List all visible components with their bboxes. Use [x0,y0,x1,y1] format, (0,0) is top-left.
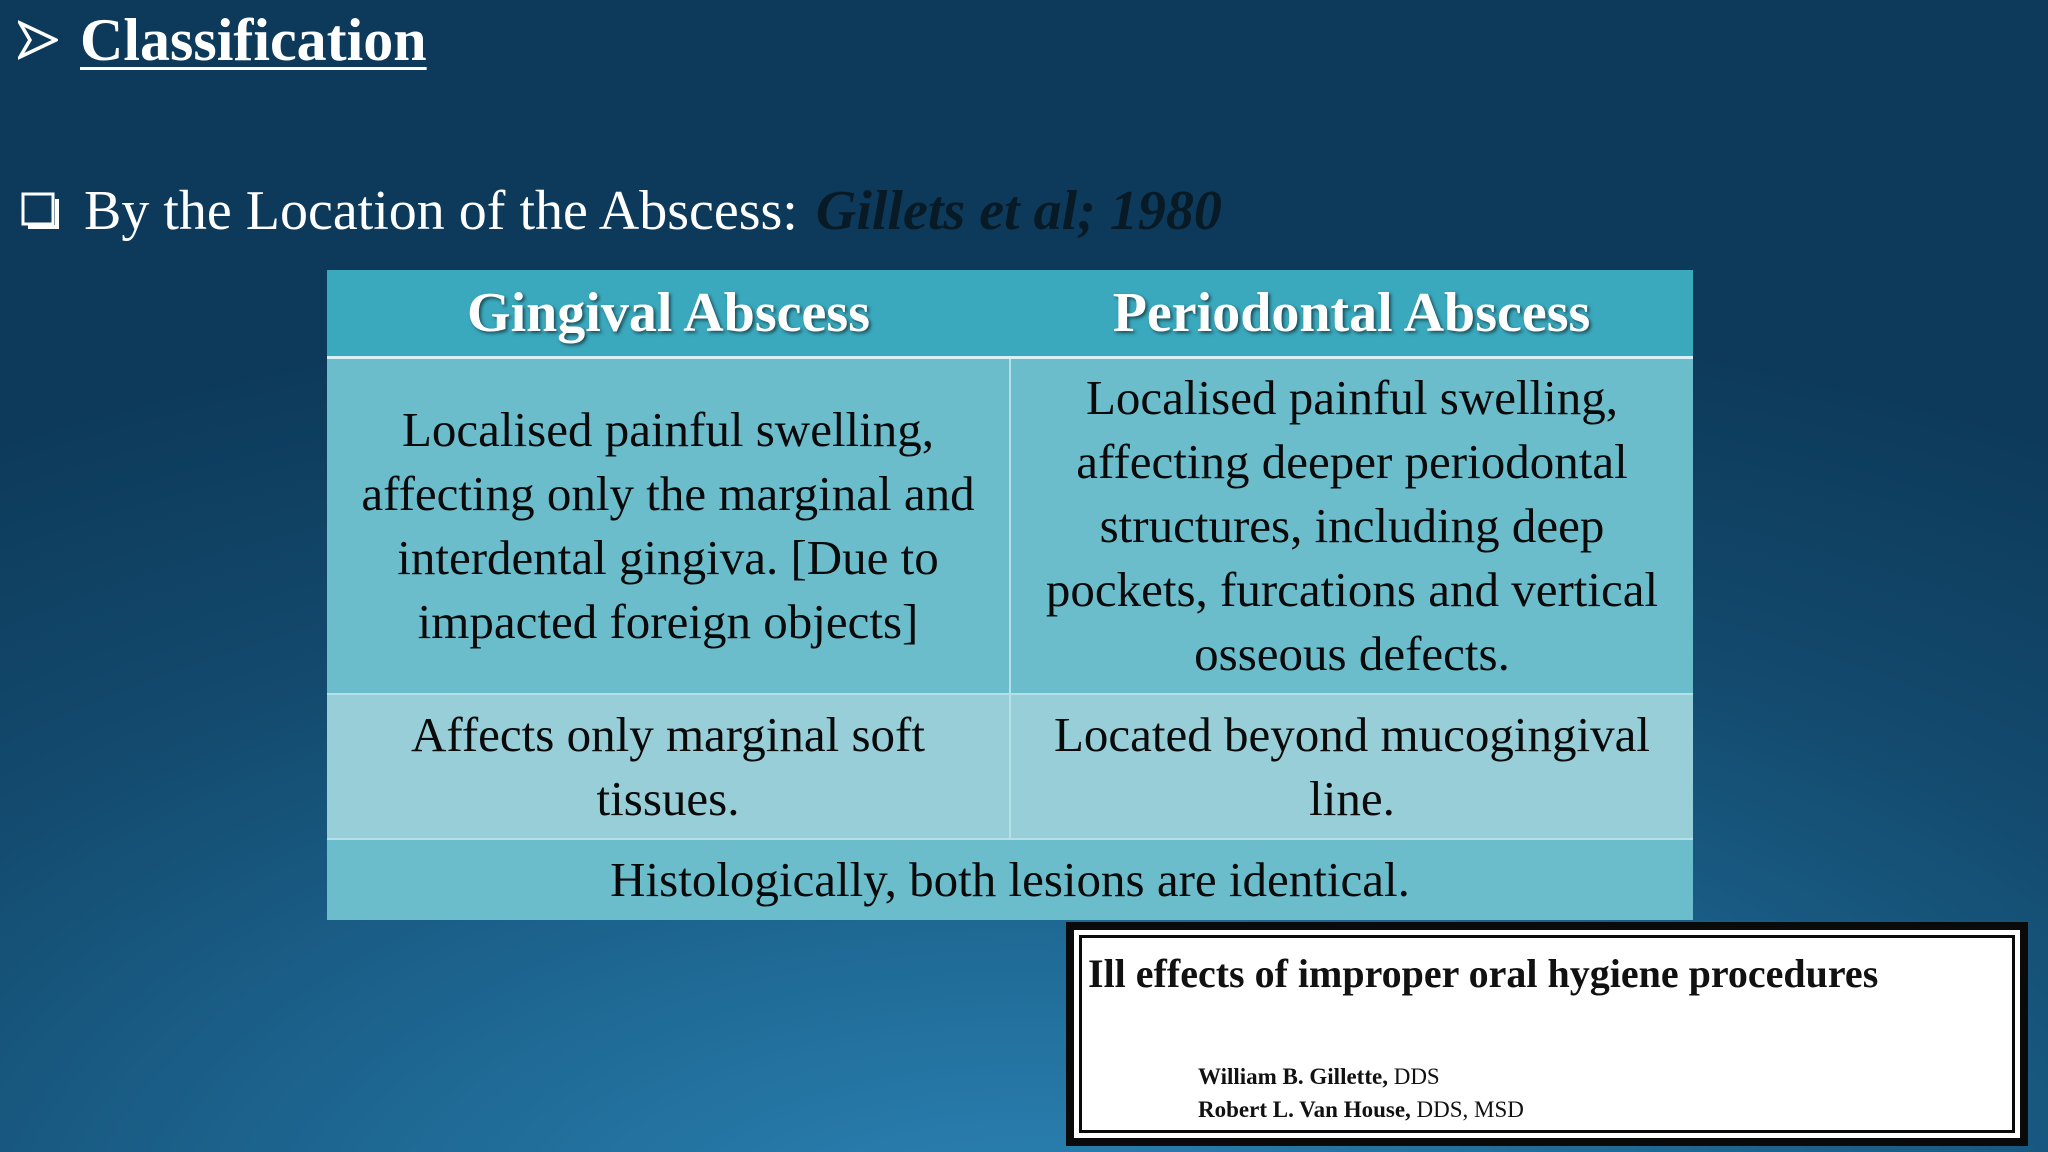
paper-reference-image [1066,922,2028,1146]
bullet-text: By the Location of the Abscess: [84,180,798,242]
table-header-row [327,270,1693,358]
author-name: William B. Gillette, [1198,1064,1388,1089]
table-cell-periodontal-description: Localised painful swelling, affecting deeper periodontal structures, including deep pockets, furcations and vertical osseous defects. [1010,358,1693,695]
author-degree: DDS [1393,1064,1440,1089]
checkbox-icon [20,191,60,231]
table-row [327,358,1693,695]
table-cell-gingival-description: Localised painful swelling, affecting only the marginal and interdental gingiva. [Due to impacted foreign objects] [327,358,1010,695]
table-row [327,694,1693,839]
paper-author [1198,1097,1524,1123]
slide-title: Classification [80,7,427,73]
header-periodontal: Periodontal Abscess [1010,270,1693,358]
slide-heading [18,2,427,78]
table-cell-periodontal-extent: Located beyond mucogingival line. [1010,694,1693,839]
paper-title: Ill effects of improper oral hygiene procedures [1088,951,1879,996]
table-cell-gingival-extent: Affects only marginal soft tissues. [327,694,1010,839]
arrowhead-bullet-icon [18,20,58,60]
table-footer-row [327,839,1693,920]
location-bullet [20,178,1222,244]
table-footer-cell: Histologically, both lesions are identical. [327,839,1693,920]
citation: Gillets et al; 1980 [815,180,1222,242]
abscess-comparison-table [327,270,1693,920]
header-gingival: Gingival Abscess [327,270,1010,358]
paper-author [1198,1064,1440,1090]
author-degree: DDS, MSD [1416,1097,1524,1122]
author-name: Robert L. Van House, [1198,1097,1411,1122]
